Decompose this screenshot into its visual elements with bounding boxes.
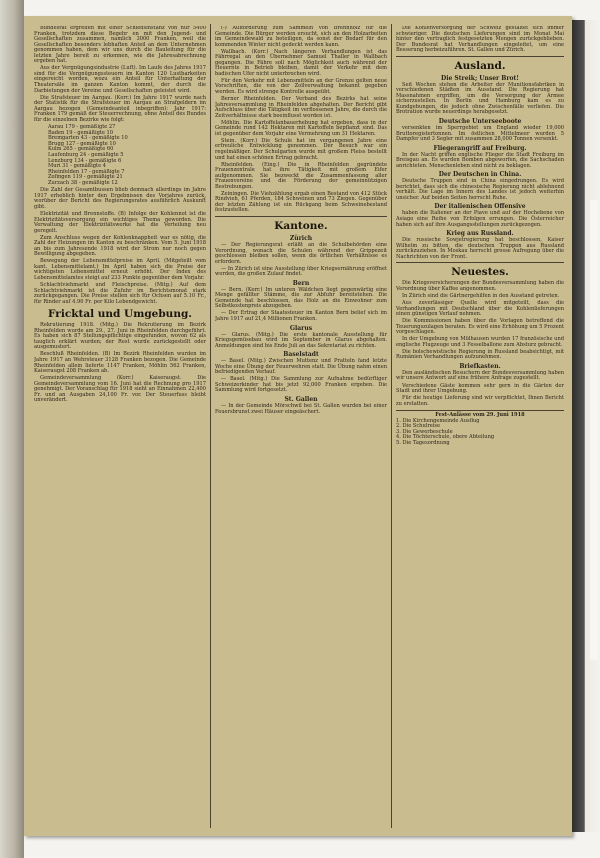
subheading: Baselstadt [283, 351, 319, 359]
paragraph: Die Zahl der Gesamtbussen blieb demnach allerdings im Jahre 1917 erheblich hinter den Ergebnissen des Vorjahres zurück, worüber der Bericht des Regierungsrates ausführlich Auskunft gibt. [34, 187, 206, 210]
paragraph: Für den Verkehr mit Lebensmitteln an der Grenze gelten neue Vorschriften, die von der Zollverwaltung bekannt gegeben werden. Es wird strenge Kontrolle ausgeübt. [215, 77, 387, 96]
list-item: 3. Die Gewerbeschule [396, 428, 453, 435]
table-row: Baden 19 - gemäßigte 10 [48, 129, 113, 136]
paragraph: Bundesrat ergreifen mit einer Schiedsinstanz von nur 5400 Franken, trotzdem diese Begehr en mit den Jugend- und Gesellschaften zusammen, namlich 3000 Franken, weil die Gesellschaften besonders lebhaften Anteil an dem Unternehmen genommen haben, dem wir uns durch die Bauleitung für die letzten Jahre bereit zu erkennen, wie die Jahresabrechnung ergeben hat. [34, 26, 206, 65]
paragraph: Die Strafsteuer im Aargau. (Korr.) Im Jahre 1917 wurde nach der Statistik für die Strafsteuer im Aargau an Strafgeldern im Aargau bezogen (Gemeindeanteil inbegriffen): Jahr 1917: Franken 179 gemäß der Steuerrechnung, ohne Anteil des Bundes für die einzelnen Bezirke wie folgt: [34, 94, 206, 123]
paragraph: Rheinfelden. (Eing.) Die in Rheinfelden gegründete Frauenzentrale hat ihre Tätigkeit mit großem Eifer aufgenommen. Sie bezweckt die Zusammenfassung aller Frauenvereine und die Förderung der gemeinnützigen Bestrebungen. [215, 161, 387, 190]
newspaper-page [24, 16, 572, 836]
table-row: Bremgarten 43 - gemäßigte 10 [48, 135, 128, 142]
paragraph: Für die heutige Lieferung sind wir verpflichtet, Ihnen Bericht zu erstatten. [396, 395, 564, 407]
paragraph: Elektrizität und Brennstoffe. (B) Infolge der Kohlennot ist die Elektrizitätsversorgung ein wichtiges Thema geworden. Die Verwaltung der Elektrizitätswerke hat die Verteilung neu geregelt. [34, 211, 206, 234]
subheading: Zürich [289, 235, 313, 242]
table-row: Zofingen 119 - gemäßigte 21 [48, 174, 123, 181]
paragraph: Zeiningen. Die Viehzählung ergab einen Bestand von 412 Stück Rindvieh, 61 Pferden, 184 Schweinen und 73 Ziegen. Gegenüber der letzten Zählung ist ein Rückgang beim Schweinebestand festzustellen. [215, 190, 387, 214]
column-divider [210, 24, 211, 828]
section-heading: Neuestes. [451, 266, 509, 279]
subheading: Deutsche Unterseeboote [438, 118, 522, 126]
subheading: St. Gallen [284, 395, 318, 403]
table-row: Muri 31 - gemäßigte 4 [48, 163, 106, 170]
notice-box [396, 410, 564, 446]
subheading: Der italienischen Offensive [434, 203, 526, 211]
paragraph: — Basel. (Mitg.) Zwischen Muttenz und Pratteln fand letzte Woche eine Übung der Feuerwehren statt. Die Übung nahm einen befriedigenden Verlauf. [215, 358, 387, 376]
list-item: 5. Die Tagesordnung [396, 439, 450, 446]
paragraph: In der Nacht griffen englische Flieger die Stadt Freiburg im Breisgau an. Es wurden Bomben abgeworfen, die Sachschaden anrichteten. Menschenleben sind nicht zu beklagen. [396, 151, 564, 169]
subheading: Der Deutschen in China. [438, 171, 522, 179]
divider [396, 262, 564, 263]
list-item: 2. Die Schulreise [396, 423, 441, 430]
paragraph: (-) Aufforderung zum Sammeln von Brennholz für die Gemeinde. Die Bürger werden ersucht, sich an den Holzarbeiten im Gemeindewald zu beteiligen, da sonst der Bedarf für den kommenden Winter nicht gedeckt werden kann. [215, 26, 387, 48]
paragraph: Die bolschewistische Regierung in Russland beabsichtigt, mit Rumänien Verhandlungen aufzunehmen. [396, 348, 564, 361]
paragraph: — Glarus. (Mitg.) Die erste kantonale Ausstellung für Kriegsgemüsebau wird im September in Glarus abgehalten. Anmeldungen sind bis Ende Juli an das Sekretariat zu richten. [215, 331, 387, 349]
subheading: Die Streik; Unser Brot! [441, 74, 519, 82]
paragraph: Deutsche Truppen sind in China eingedrungen. Es wird berichtet, dass sich die chinesische Regierung nicht ablehnend verhält. Die Lage im Innern des Landes ist jedoch weiterhin unsicher. Auf beiden Seiten herrscht Ruhe. [396, 178, 564, 201]
subheading: Briefkasten. [459, 362, 501, 370]
paragraph: In Zürich sind die Gärtnergehilfen in den Ausstand getreten. [402, 292, 560, 299]
list-item: 1. Die Kirchengemeinde Ausflug [396, 417, 480, 424]
paragraph: — In der Gemeinde Mörschwil bei St. Gallen wurden bei einer Feuersbrunst zwei Häuser eingeäschert. [215, 402, 387, 415]
subheading: Fliegerangriff auf Freiburg. [433, 144, 527, 152]
paragraph: Stein. (Korr.) Die Schule hat im vergangenen Jahre eine erfreuliche Entwicklung genommen. Der Besuch war ein regelmäßiger. Der Schulgarten wurde mit großem Fleiss bestellt und hat einen schönen Ertrag gebracht. [215, 137, 387, 161]
facing-page-edge [572, 20, 600, 832]
section-heading: Ausland. [454, 59, 506, 72]
subheading: Glarus [289, 324, 313, 332]
paragraph: Den ausländischen Besuchern der Bundesversammlung haben wir unsere Antwort auf eine frühere Anfrage zugestellt. [396, 369, 564, 382]
table-row: Kulm 265 - gemäßigte 60 [48, 146, 114, 153]
divider [396, 56, 564, 57]
paragraph: Bewegung der Lebensmittelpreise im April. (Mitgeteilt vom kant. Lebensmittelamt.) Im April haben sich die Preise der wichtigsten Lebensmittel erneut erhöht. Der Index des Lebensmittelamtes steigt auf 233 Punkte gegenüber dem Vorjahr. [34, 258, 206, 282]
paragraph: Die Kommissionen haben über die Vorlagen betreffend die Teuerungszulagen beraten. Es wird eine Erhöhung um 5 Prozent vorgeschlagen. [396, 318, 564, 336]
table-row: Zurzach 38 - gemäßigte 12 [48, 179, 118, 186]
paragraph: Die russische Sowjetregierung hat beschlossen, Kaiser Wilhelm zu bitten, die deutschen Truppen aus Russland zurückzuziehen. In Moskau herrscht grosse Aufregung über die Nachrichten von der Front. [396, 237, 564, 260]
paragraph: Aus zuverlässiger Quelle wird mitgeteilt, dass die Verhandlungen mit Deutschland über die Kohlenlieferungen einen günstigen Verlauf nehmen. [396, 299, 564, 318]
paragraph: haben die Italiener an der Piave und auf der Hochebene von Asiago eine Reihe von Erfolgen errungen. Die Österreicher haben sich auf ihre Ausgangsstellungen zurückgezogen. [396, 210, 564, 228]
paragraph: Rekrutierung 1918. (Mitg.) Die Rekrutierung im Bezirk Rheinfelden wurde am 29., 27. Juni in Rheinfelden durchgeführt. Es haben sich 87 Stellungspflichtige eingefunden, wovon 62 als tauglich erklärt wurden; der Rest wurde zurückgestellt oder ausgemustert. [34, 322, 206, 351]
paragraph: Berner Rheinfelden. Der Verband des Bezirks hat seine Jahresversammlung in Rheinfelden abgehalten. Der Bericht gibt Aufschluss über die Tätigkeit im verflossenen Jahre, die durch die Zeitverhältnisse stark beeinflusst worden ist. [215, 96, 387, 119]
table-row: Rheinfelden 17 - gemäßigte 7 [48, 168, 125, 175]
paragraph: Verschiedene Gäste kommen sehr gern in die Gärten der Stadt und ihrer Umgebung. [396, 382, 564, 395]
paragraph: Die Kohlenversorgung der Schweiz gestaltet sich immer schwieriger. Die deutschen Lieferungen sind im Monat Mai hinter den vertraglich festgesetzten Mengen zurückgeblieben. Der Bundesrat hat Verhandlungen eingeleitet, um eine Besserung herbeizuführen. St. Gallen und Zürich. [396, 26, 564, 54]
paragraph: In der Umgebung von Mülhausen wurden 17 französische und englische Flugzeuge und 3 Fesselballone zum Absturz gebracht. [396, 336, 564, 348]
paragraph: — Der Ertrag der Staatssteuer im Kanton Bern belief sich im Jahre 1917 auf 21,4 Millionen Franken. [215, 310, 387, 323]
table-row: Brugg 127 - gemäßigte 10 [48, 140, 116, 147]
paragraph: Zum Anschluss wegen der Kohlenknappheit war es nötig, die Zahl der Heizungen im Kanton zu beschränken. Vom 5. Juni 1918 an bis zum Jahresende 1918 wird der Strom nur noch gegen Bewilligung abgegeben. [34, 234, 206, 258]
paragraph: Seit Wochen stehen die Arbeiter der Munitionsfabriken in verschiedenen Städten im Ausstand. Die Regierung hat Massnahmen ergriffen, um die Versorgung der Armee sicherzustellen. In Berlin und Hamburg kam es zu Kundgebungen, die jedoch ohne Zwischenfälle verliefen. Die Brotration wurde neuerdings herabgesetzt. [396, 81, 564, 116]
column-middle [215, 26, 387, 826]
paragraph: — Bern. (Korr.) Im unteren Wäldchen liegt gegenwärtig eine Menge gefällter Stämme, die zur Abfuhr bereitstehen. Die Gemeinde hat beschlossen, das Holz an die Einwohner zum Selbstkostenpreis abzugeben. [215, 286, 387, 310]
paragraph: Beschluß Rheinfelden. (B) Im Bezirk Rheinfelden wurden im Jahre 1917 an Wehrsteuer 3128 Franken bezogen. Die Gemeinde Rheinfelden allein lieferte 1147 Franken, Möhlin 562 Franken, Kaiseraugst 208 Franken ab. [34, 351, 206, 375]
divider [215, 216, 387, 217]
subheading: Bern [292, 279, 310, 287]
section-heading: Kantone. [274, 220, 328, 232]
paragraph: Gemeindeversammlung (Korr.) Kaiseraugst. Die Gemeindeversammlung vom 16. Juni hat die Rechnung pro 1917 genehmigt. Der Voranschlag für 1918 sieht an Einnahmen 22,400 Fr. und an Ausgaben 24,100 Fr. vor. Der Steuerfuss bleibt unverändert. [34, 375, 206, 404]
notice-title: Fest-Anlässe vom 29. Juni 1918 [435, 412, 525, 419]
table-row: Aarau 179 - gemäßigte 27 [48, 124, 116, 131]
column-left [34, 26, 206, 826]
paragraph: — Der Regierungsrat erläßt an die Schulbehörden eine Verordnung, wonach die Schulen während der Grippezeit geschlossen bleiben sollen, wenn die örtlichen Verhältnisse es erfordern. [215, 242, 387, 265]
paragraph: Möhlin. Die Kartoffelanbauerhebung hat ergeben, dass in der Gemeinde rund 142 Hektaren mit Kartoffeln bepflanzt sind. Das ist gegenüber dem Vorjahr eine Vermehrung um 31 Hektaren. [215, 119, 387, 137]
paragraph: — Basel. (Mitg.) Die Sammlung zur Aufnahme bedürftiger Schweizerkinder hat bis jetzt 92,000 Franken ergeben. Die Sammlung wird fortgesetzt. [215, 376, 387, 394]
paragraph: Aus der Vergnügungsindustrie (Luft). Im Laufe des Jahres 1917 sind für die Vergnügungssteuern im Kanton 120 Lustbarkeiten eingereicht worden, wozu ein Anteil für Unterhaltung der Theatersäle im ganzen Kanton kommt, der durch die Darbietungen der Vereine und Gesellschaften geleistet wird. [34, 65, 206, 94]
table-row: Lenzburg 134 - gemäßigte 6 [48, 157, 122, 164]
district-table [48, 125, 206, 186]
subheading: Krieg aus Russland. [446, 230, 514, 238]
paragraph: Die Kriegsversicherungen der Bundesversammlung haben die Verordnung über Kaffee angenommen. [396, 280, 564, 292]
paragraph: Wallbach. (Korr.) Nach längeren Verhandlungen ist das Fährregal an den Übernehmer Samuel Thaller in Wallbach gegangen. Die Fähre soll nach Möglichkeit auch während der Heuernte in Betrieb bleiben, damit der Verkehr mit dem badischen Ufer nicht unterbrochen wird. [215, 48, 387, 77]
page-strip [590, 200, 598, 660]
paragraph: versenkten im Sperrgebiet um England wieder 19,000 Bruttoregistertonnen. Im östlichen Mittelmeer wurden 5 Dampfer und 3 Segler mit zusammen 28,000 Tonnen versenkt. [396, 125, 564, 143]
paragraph: Schlachtviehmarkt und Fleischpreise. (Mitg.) Auf dem Schlachtviehmarkt ist die Zufuhr im Berichtsmonat stark zurückgegangen. Die Preise stellen sich für Ochsen auf 5.10 Fr., für Rinder auf 4.90 Fr. per Kilo Lebendgewicht. [34, 282, 206, 305]
list-item: 4. Die Töchterschule, obere Abteilung [396, 434, 495, 441]
column-right [396, 26, 564, 826]
column-divider [391, 24, 392, 828]
section-heading: Fricktal und Umgebung. [48, 308, 192, 321]
paragraph: — In Zürich ist eine Ausstellung über Kriegsernährung eröffnet worden, die großen Zulauf findet. [215, 265, 387, 278]
binding-spine [0, 0, 24, 858]
table-row: Laufenburg 24 - gemäßigte 5 [48, 152, 124, 159]
